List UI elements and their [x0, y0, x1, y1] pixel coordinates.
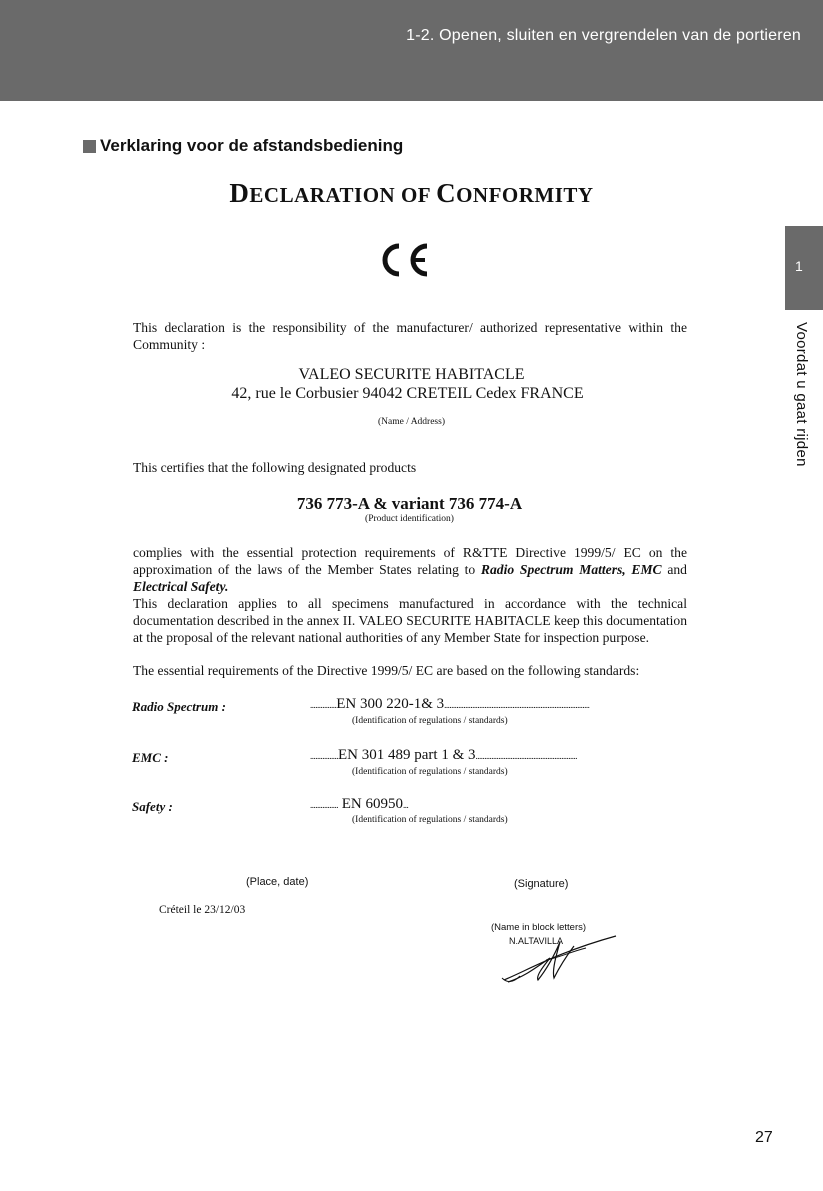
applies-paragraph: This declaration applies to all specimens manufactured in accordance with the technical documentation described in the annex II. VALEO SECURITE HABITACLE keep this documentation at the proposal of the relevant national authorities of any Member State for inspection purpose.: [133, 596, 687, 645]
page-number: 27: [755, 1129, 773, 1146]
standard-trail-emc: ..........................................................: [475, 751, 577, 761]
standard-value-radio: [310, 696, 589, 713]
standard-note-emc: (Identification of regulations / standards): [352, 767, 508, 777]
chapter-title: 1-2. Openen, sluiten en vergrendelen van de portieren: [406, 27, 801, 44]
standard-note-radio: (Identification of regulations / standards): [352, 716, 508, 726]
complies-emphasis-1: Radio Spectrum Matters, EMC: [480, 562, 662, 577]
title-part-1: ECLARATION OF: [249, 183, 437, 207]
standard-value-emc: [310, 747, 577, 764]
complies-emphasis-2: Electrical Safety.: [133, 579, 229, 594]
declaration-title: [0, 178, 823, 209]
name-address-note: (Name / Address): [377, 417, 445, 427]
ce-mark-icon: [375, 240, 433, 280]
chapter-tab-number: 1: [795, 258, 803, 274]
title-part-2: ONFORMITY: [456, 183, 594, 207]
place-date-value: Créteil le 23/12/03: [159, 904, 246, 916]
complies-text-1: complies with the essential protection requirements of R&TTE Directive 1999/5/ EC on the approximation of the laws of the Member States relating to: [133, 545, 687, 577]
standard-text-safety: EN 60950: [338, 796, 403, 812]
standard-trail-radio: ...................................................................................: [444, 700, 590, 710]
title-cap-d: D: [229, 178, 250, 208]
standard-trail-safety: ...: [403, 800, 409, 810]
standard-lead-safety: ................: [310, 800, 338, 810]
standard-label-emc: EMC :: [132, 750, 169, 765]
chapter-tab-label: Voordat u gaat rijden: [793, 322, 810, 467]
standard-label-safety: Safety :: [132, 799, 173, 814]
complies-text-2: and: [661, 562, 687, 577]
signature-label: (Signature): [514, 878, 569, 890]
standard-note-safety: (Identification of regulations / standards): [352, 815, 508, 825]
standard-lead-radio: ...............: [310, 700, 337, 710]
complies-paragraph: [133, 544, 687, 595]
place-date-label: (Place, date): [246, 876, 309, 888]
company-address: 42, rue le Corbusier 94042 CRETEIL Cedex FRANCE: [231, 385, 584, 402]
standard-value-safety: [310, 796, 408, 813]
certifies-text: This certifies that the following designated products: [133, 460, 417, 475]
section-square-icon: [83, 140, 96, 153]
signature-image: [498, 930, 623, 988]
standard-text-emc: EN 301 489 part 1 & 3: [338, 747, 476, 763]
standard-text-radio: EN 300 220-1& 3: [336, 696, 445, 712]
chapter-tab: [785, 226, 823, 310]
title-cap-c: C: [436, 178, 457, 208]
block-letters-label: (Name in block letters): [491, 922, 587, 933]
product-identification: 736 773-A & variant 736 774-A: [296, 494, 523, 513]
signer-name: N.ALTAVILLA: [509, 936, 564, 946]
chapter-header-bar: [0, 0, 823, 101]
standard-label-radio: Radio Spectrum :: [132, 699, 226, 714]
standard-lead-emc: ................: [310, 751, 338, 761]
essential-text: The essential requirements of the Directive 1999/5/ EC are based on the following standards:: [133, 663, 640, 678]
intro-paragraph: This declaration is the responsibility of the manufacturer/ authorized representative within the Community :: [133, 320, 687, 352]
section-title-text: Verklaring voor de afstandsbediening: [100, 136, 404, 155]
company-name: VALEO SECURITE HABITACLE: [298, 366, 525, 383]
section-heading: [83, 136, 403, 156]
product-note: (Product identification): [365, 514, 454, 524]
